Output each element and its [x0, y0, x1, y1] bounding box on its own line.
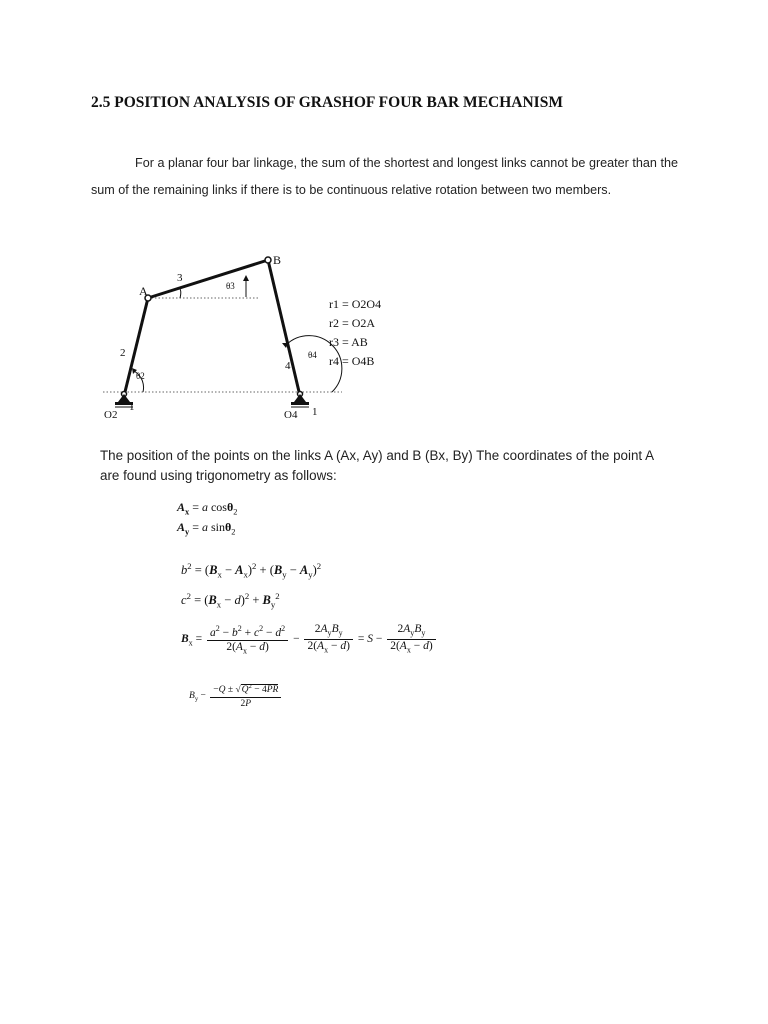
equation-b-squared: $b^2 = (B_x - A_x)^2 + (B_y - A_y)^2$	[181, 561, 322, 580]
label-link-1-left: 1	[129, 401, 135, 413]
label-link-2: 2	[120, 347, 126, 359]
label-O4: O4	[284, 409, 298, 421]
legend-r4: r4 = O4B	[329, 354, 375, 368]
label-theta3: θ3	[226, 281, 235, 291]
label-link-1-right: 1	[312, 406, 318, 418]
label-link-3: 3	[177, 272, 183, 284]
joint-B	[265, 257, 271, 263]
label-B: B	[273, 253, 282, 267]
label-theta2: θ2	[136, 371, 145, 381]
link-2	[124, 298, 148, 396]
equation-by: $B_y$ − $\frac{-Q \pm √Q^2 - 4PR}{2P}$	[189, 680, 283, 711]
label-O2: O2	[104, 409, 118, 421]
link-4	[268, 260, 300, 396]
label-theta4: θ4	[308, 350, 317, 360]
equation-ax: $A_x = a$ cosθ$_2$	[177, 500, 238, 517]
equation-c-squared: $c^2 = (B_x - d)^2 + B_y^2$	[181, 591, 280, 610]
link-3	[148, 260, 268, 298]
equation-ay: $A_y = a$ sinθ$_2$	[177, 520, 236, 537]
coordinates-note: The position of the points on the links A (Ax, Ay) and B (Bx, By) The coordinates of the point A are found using trigonometry as follows:	[100, 448, 654, 483]
legend-r1: r1 = O2O4	[329, 297, 382, 311]
intro-paragraph-text: For a planar four bar linkage, the sum of the shortest and longest links cannot be greater than the sum of the remaining links if there is to be continuous relative rotation between two members.	[91, 156, 678, 197]
ground-pivot-O4	[291, 392, 309, 408]
intro-paragraph	[91, 150, 678, 203]
label-link-4: 4	[285, 360, 291, 372]
legend-r2: r2 = O2A	[329, 316, 376, 330]
section-heading: 2.5 POSITION ANALYSIS OF GRASHOF FOUR BAR MECHANISM	[91, 94, 563, 111]
equation-bx: $B_x$ = $\frac{a^2 - b^2 + c^2 - d^2}{2(A_x - d)}$ − $\frac{2A_yB_y}{2(A_x - d)}$ = S − $\frac{2A_yB_y}{2(A_x - d)}$	[181, 622, 438, 657]
legend-r3: r3 = AB	[329, 335, 368, 349]
label-A: A	[139, 284, 148, 298]
four-bar-mechanism-diagram	[96, 243, 382, 428]
